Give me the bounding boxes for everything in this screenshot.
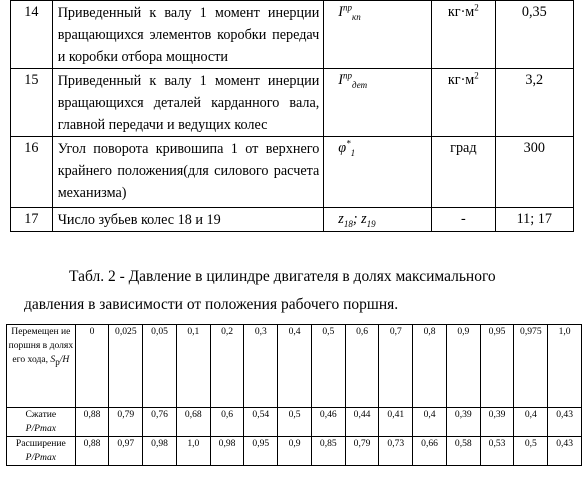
expansion-cell: 1,0 [176, 437, 210, 466]
expansion-cell: 0,95 [244, 437, 278, 466]
expansion-cell: 0,98 [210, 437, 244, 466]
compression-cell: 0,4 [413, 408, 447, 437]
header-tail: /H [59, 354, 70, 365]
param-value: 11; 17 [495, 208, 573, 232]
expansion-cell: 0,53 [480, 437, 514, 466]
param-symbol [324, 1, 432, 69]
expansion-cell: 0,73 [379, 437, 413, 466]
symbol-superscript: пр [343, 70, 353, 81]
expansion-cell: 0,88 [75, 437, 109, 466]
param-unit [432, 137, 495, 208]
param-description: Число зубьев колес 18 и 19 [52, 208, 324, 232]
param-value: 3,2 [495, 69, 573, 137]
position-cell: 0,7 [379, 325, 413, 408]
table-row [7, 437, 582, 466]
compression-cell: 0,39 [480, 408, 514, 437]
compression-cell: 0,54 [244, 408, 278, 437]
param-description: Приведенный к валу 1 момент инерции вращающихся элементов коробки передач и коробки отбора мощности [52, 1, 324, 69]
expansion-ratio [26, 452, 56, 463]
expansion-cell: 0,98 [143, 437, 177, 466]
position-cell: 0,2 [210, 325, 244, 408]
table-row [11, 1, 574, 69]
position-cell: 0,95 [480, 325, 514, 408]
symbol-subscript: кп [352, 11, 361, 22]
compression-cell: 0,88 [75, 408, 109, 437]
table-row [7, 325, 582, 408]
position-cell: 0,05 [143, 325, 177, 408]
table-row [11, 137, 574, 208]
compression-cell: 0,46 [311, 408, 345, 437]
compression-label: Сжатие [25, 409, 57, 420]
position-cell: 0,3 [244, 325, 278, 408]
param-symbol [324, 208, 432, 232]
param-unit [432, 69, 495, 137]
symbol-a-subscript: 18 [343, 218, 353, 229]
expansion-ratio-text: P/Pmax [25, 452, 57, 463]
param-symbol [324, 69, 432, 137]
symbol-superscript: * [346, 138, 351, 149]
expansion-cell: 0,79 [345, 437, 379, 466]
position-cell: 0,8 [413, 325, 447, 408]
row-header-position [7, 325, 76, 408]
table2-caption [14, 263, 574, 319]
expansion-cell: 0,97 [109, 437, 143, 466]
compression-label-cell [7, 408, 76, 437]
symbol-a: z [338, 211, 344, 227]
param-description: Угол поворота кривошипа 1 от верхнего крайнего положения(для силового расчета механизма) [52, 137, 324, 208]
compression-ratio [26, 423, 56, 434]
parameters-table [10, 0, 574, 232]
param-value: 0,35 [495, 1, 573, 69]
param-value: 300 [495, 137, 573, 208]
position-cell: 0,4 [278, 325, 312, 408]
expansion-cell: 0,43 [548, 437, 582, 466]
symbol-b: z [361, 211, 367, 227]
expansion-cell: 0,85 [311, 437, 345, 466]
position-cell: 0,1 [176, 325, 210, 408]
param-number: 15 [11, 69, 53, 137]
symbol-separator: ; [352, 211, 362, 227]
param-symbol [324, 137, 432, 208]
unit-base: - [460, 211, 466, 227]
position-cell: 0,975 [514, 325, 548, 408]
expansion-cell: 0,58 [446, 437, 480, 466]
compression-cell: 0,4 [514, 408, 548, 437]
compression-cell: 0,44 [345, 408, 379, 437]
compression-cell: 0,43 [548, 408, 582, 437]
symbol-base: φ [338, 140, 347, 156]
symbol-base: I [338, 4, 344, 20]
param-description: Приведенный к валу 1 момент инерции вращающихся деталей карданного вала, главной передачи и ведущих колес [52, 69, 324, 137]
header-var: S [50, 354, 56, 365]
compression-cell: 0,39 [446, 408, 480, 437]
param-unit [432, 208, 495, 232]
header-main-text: Перемещен ие поршня в долях его хода, [8, 326, 74, 365]
header-var-subscript: p [55, 356, 60, 367]
param-unit [432, 1, 495, 69]
compression-cell: 0,6 [210, 408, 244, 437]
param-number: 16 [11, 137, 53, 208]
unit-base: град [450, 140, 477, 156]
compression-cell: 0,68 [176, 408, 210, 437]
position-cell: 1,0 [548, 325, 582, 408]
caption-line-2: давления в зависимости от положения рабочего поршня. [24, 296, 399, 313]
position-cell: 0,5 [311, 325, 345, 408]
expansion-cell: 0,5 [514, 437, 548, 466]
param-number: 14 [11, 1, 53, 69]
expansion-label-cell [7, 437, 76, 466]
compression-cell: 0,76 [143, 408, 177, 437]
symbol-base: I [338, 72, 344, 88]
compression-cell: 0,41 [379, 408, 413, 437]
table-row [11, 69, 574, 137]
unit-superscript: 2 [474, 2, 479, 13]
param-number: 17 [11, 208, 53, 232]
expansion-label: Расширение [15, 438, 66, 449]
position-cell: 0,6 [345, 325, 379, 408]
expansion-cell: 0,9 [278, 437, 312, 466]
caption-line-1: Табл. 2 - Давление в цилиндре двигателя в долях максимального [69, 268, 496, 285]
unit-base: кг·м [447, 4, 475, 20]
symbol-superscript: пр [343, 2, 353, 13]
position-cell: 0 [75, 325, 109, 408]
compression-cell: 0,79 [109, 408, 143, 437]
unit-base: кг·м [447, 72, 475, 88]
symbol-subscript: 1 [350, 147, 356, 158]
table-row [7, 408, 582, 437]
compression-ratio-text: P/Pmax [25, 423, 57, 434]
unit-superscript: 2 [474, 70, 479, 81]
pressure-table [6, 324, 582, 466]
compression-cell: 0,5 [278, 408, 312, 437]
position-cell: 0,025 [109, 325, 143, 408]
table-row [11, 208, 574, 232]
expansion-cell: 0,66 [413, 437, 447, 466]
symbol-b-subscript: 19 [366, 218, 376, 229]
position-cell: 0,9 [446, 325, 480, 408]
symbol-subscript: дет [352, 79, 368, 90]
